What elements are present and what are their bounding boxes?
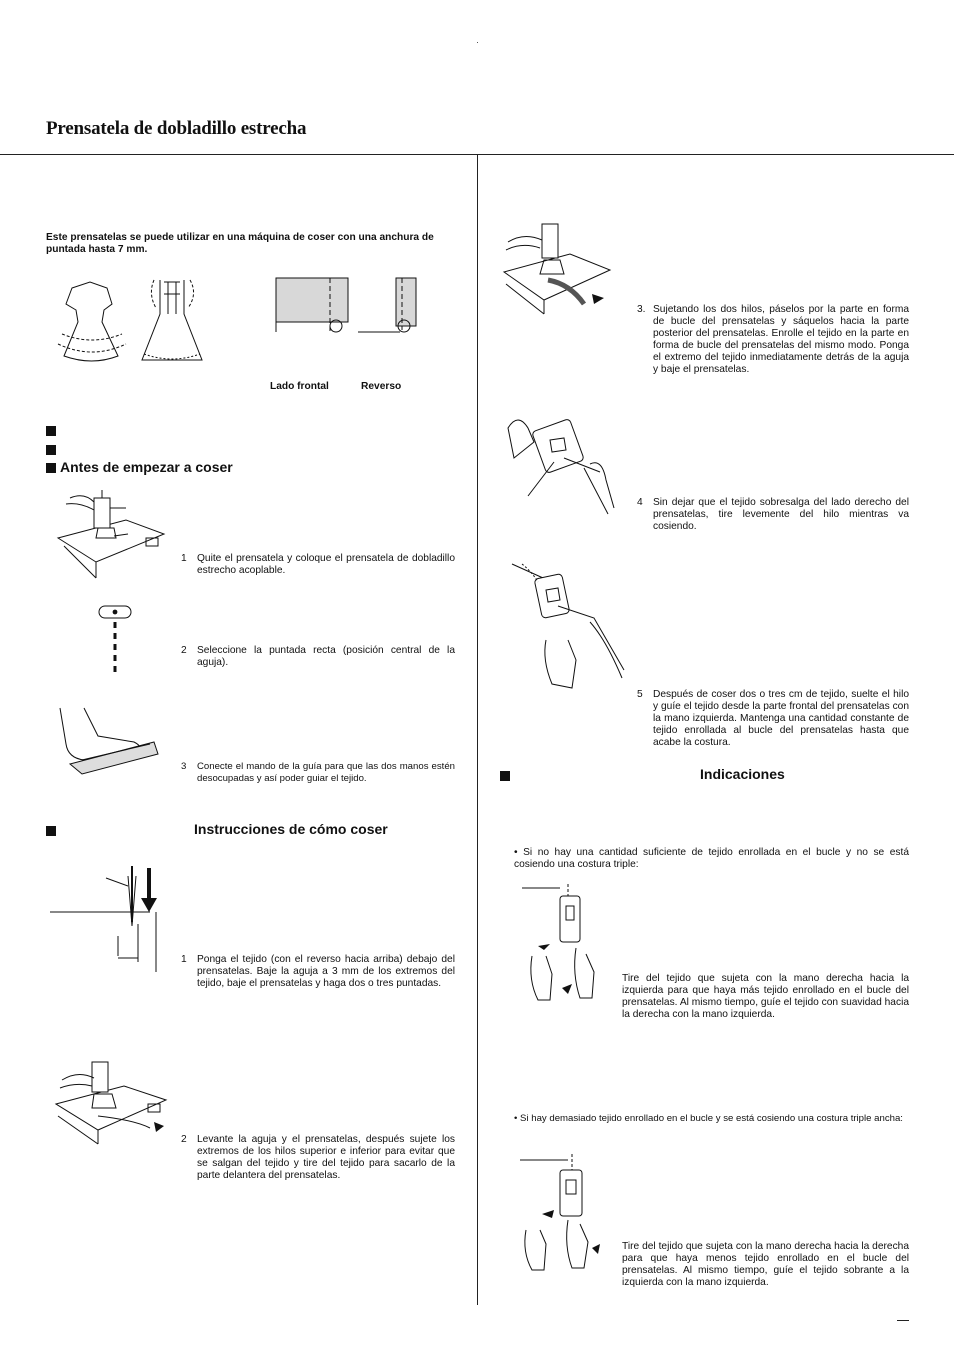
pull-fabric-image [54,1056,170,1146]
right-step-3: 3. Sujetando los dos hilos, páselos por la parte en forma de bucle del prensatelas y sáquelos hacia la parte posterior del prensatelas. Enrolle el tejido en la parte en forma de bucle del prensatelas del mismo modo. Ponga el extremo del tejido inmediatamente detrás de la aguja y baje el prensatelas. [637,304,909,375]
section-tips-heading: Indicaciones [700,766,785,782]
section-marker [46,822,60,840]
tip2-condition: • Si hay demasiado tejido enrollado en el bucle y se está cosiendo una costura triple ancha: [514,1113,903,1124]
threading-image [500,220,612,316]
tip1-action: Tire del tejido que sujeta con la mano derecha hacia la izquierda para que haya más tejido enrollado en el bucle del prensatelas. Al mismo tiempo, guíe el tejido con suavidad hacia la derecha con la mano izquierda. [622,973,909,1020]
column-divider [477,155,478,1305]
intro-text: Este prensatelas se puede utilizar en una máquina de coser con una anchura de puntada hasta 7 mm. [46,232,434,255]
tip1-image [520,884,610,1008]
section-before-heading: Antes de empezar a coser [46,459,233,475]
before-step-3: 3 Conecte el mando de la guía para que las dos manos estén desocupadas y así poder guiar el tejido. [181,761,455,784]
section-marker [46,422,60,440]
label-back: Reverso [361,381,402,392]
section-marker [500,767,514,785]
before-step-1: 1 Quite el prensatela y coloque el prensatela de dobladillo estrecho acoplable. [181,553,455,576]
fabric-sides-illustration [272,276,432,346]
before-step-2: 2 Seleccione la puntada recta (posición central de la aguja). [181,645,455,668]
instr-step-1: 1 Ponga el tejido (con el reverso hacia arriba) debajo del prensatelas. Baje la aguja a 3 mm de los extremos del tejido, baje el prensatelas y haga dos o tres puntadas. [181,954,455,989]
guide-fabric-image [502,560,630,700]
tip2-image [518,1154,610,1274]
page-number-mark [897,1320,909,1321]
right-step-5: 5 Después de coser dos o tres cm de tejido, suelte el hilo y guíe el tejido desde la parte frontal del prensatelas con la mano izquierda. Mantenga una cantidad constante de tejido enrollada al bucle del prensatelas hasta que acabe la costura. [637,689,909,748]
needle-diagram [48,866,160,976]
right-step-4: 4 Sin dejar que el tejido sobresalga del lado derecho del prensatelas, tire levemente del hilo mientras va cosiendo. [637,497,909,532]
label-front: Lado frontal [270,381,329,392]
garment-illustration [52,274,232,374]
top-mark [477,42,478,43]
foot-control-image [54,704,164,774]
guide-thread-image [504,408,616,518]
section-marker [46,441,60,459]
section-instructions-heading: Instrucciones de cómo coser [194,821,388,837]
tip1-condition: • Si no hay una cantidad suficiente de tejido enrollada en el bucle y no se está cosiendo una costura triple: [514,847,909,870]
page-title: Prensatela de dobladillo estrecha [46,118,307,139]
straight-stitch-icon [98,604,134,674]
tip2-action: Tire del tejido que sujeta con la mano derecha hacia la derecha para que haya menos tejido enrollado en el bucle del prensatelas. Al mismo tiempo, guíe el tejido sobrante a la izquierda con la mano izquierda. [622,1241,909,1288]
instr-step-2: 2 Levante la aguja y el prensatelas, después sujete los extremos de los hilos superior e inferior para evitar que se salgan del tejido y tire del tejido para sacarlo de la parte delantera del prensatelas. [181,1134,455,1181]
presser-foot-image [56,490,166,580]
